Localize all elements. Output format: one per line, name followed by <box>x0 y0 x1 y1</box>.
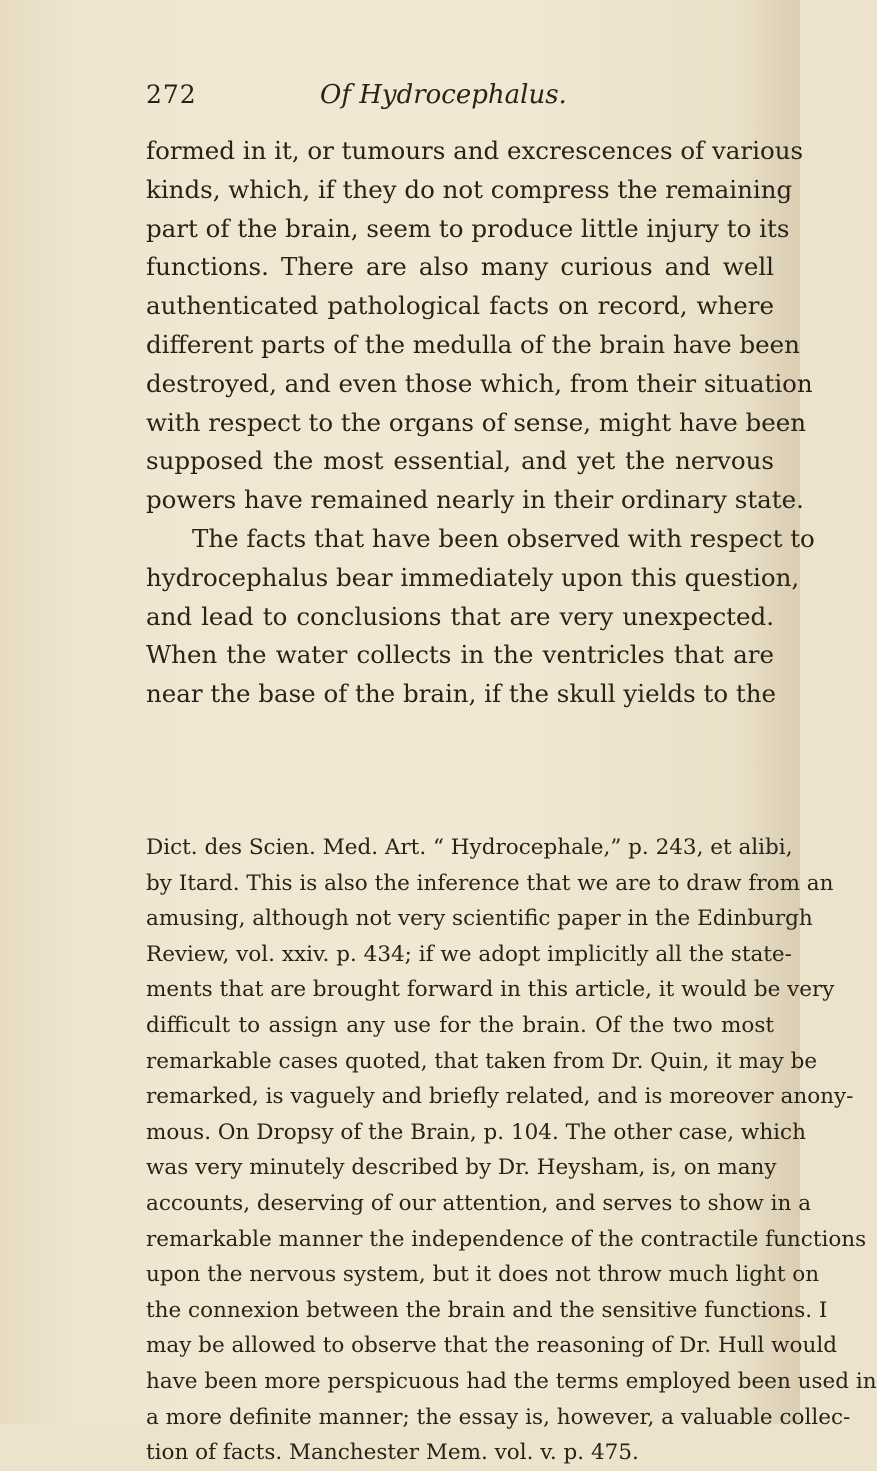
footnote-line: remarked, is vaguely and briefly related, and is moreover anony- <box>146 1084 854 1110</box>
page-number: 272 <box>146 80 197 109</box>
footnote-line: tion of facts. Manchester Mem. vol. v. p. 475. <box>146 1440 639 1466</box>
footnote-line: remarkable manner the independence of the contractile functions <box>146 1226 867 1252</box>
text-line: destroyed, and even those which, from their situation <box>146 368 813 398</box>
footnote-line: a more definite manner; the essay is, however, a valuable collec- <box>146 1404 851 1430</box>
text-line: different parts of the medulla of the brain have been <box>146 329 800 359</box>
text-line: and lead to conclusions that are very unexpected. <box>146 601 774 631</box>
text-line: hydrocephalus bear immediately upon this question, <box>146 562 800 592</box>
text-line: functions. There are also many curious and well <box>146 252 774 282</box>
paragraph-start-line: The facts that have been observed with respect to <box>192 523 815 553</box>
footnote-line: have been more perspicuous had the terms employed been used in <box>146 1368 877 1394</box>
text-line: near the base of the brain, if the skull yields to the <box>146 679 776 709</box>
footnote-line: may be allowed to observe that the reasoning of Dr. Hull would <box>146 1333 837 1359</box>
footnote-line: accounts, deserving of our attention, and serves to show in a <box>146 1190 812 1216</box>
page-header <box>0 80 800 120</box>
text-line: When the water collects in the ventricles that are <box>146 640 774 670</box>
text-line: supposed the most essential, and yet the nervous <box>146 446 774 476</box>
footnote-line: remarkable cases quoted, that taken from Dr. Quin, it may be <box>146 1048 818 1074</box>
text-line: formed in it, or tumours and excrescences of various <box>146 136 804 165</box>
main-text <box>146 132 815 714</box>
text-line: part of the brain, seem to produce little injury to its <box>146 213 790 243</box>
text-line: kinds, which, if they do not compress the remaining <box>146 174 793 204</box>
footnote-line: Dict. des Scien. Med. Art. “ Hydrocephale,” p. 243, et alibi, <box>146 835 793 860</box>
footnote-line: was very minutely described by Dr. Heysham, is, on many <box>146 1155 777 1181</box>
running-title: Of Hydrocephalus. <box>320 80 567 110</box>
footnote <box>146 830 877 1471</box>
text-line: with respect to the organs of sense, might have been <box>146 407 806 437</box>
footnote-line: ments that are brought forward in this article, it would be very <box>146 977 835 1003</box>
footnote-line: upon the nervous system, but it does not throw much light on <box>146 1262 820 1288</box>
footnote-line: the connexion between the brain and the sensitive functions. I <box>146 1297 828 1323</box>
footnote-line: mous. On Dropsy of the Brain, p. 104. The other case, which <box>146 1119 806 1145</box>
footnote-line: Review, vol. xxiv. p. 434; if we adopt implicitly all the state- <box>146 941 792 967</box>
text-line: authenticated pathological facts on record, where <box>146 291 774 321</box>
footnote-line: by Itard. This is also the inference that we are to draw from an <box>146 870 834 896</box>
footnote-line: amusing, although not very scientific paper in the Edinburgh <box>146 906 813 932</box>
footnote-line: difficult to assign any use for the brain. Of the two most <box>146 1012 774 1038</box>
text-line: powers have remained nearly in their ordinary state. <box>146 485 804 515</box>
